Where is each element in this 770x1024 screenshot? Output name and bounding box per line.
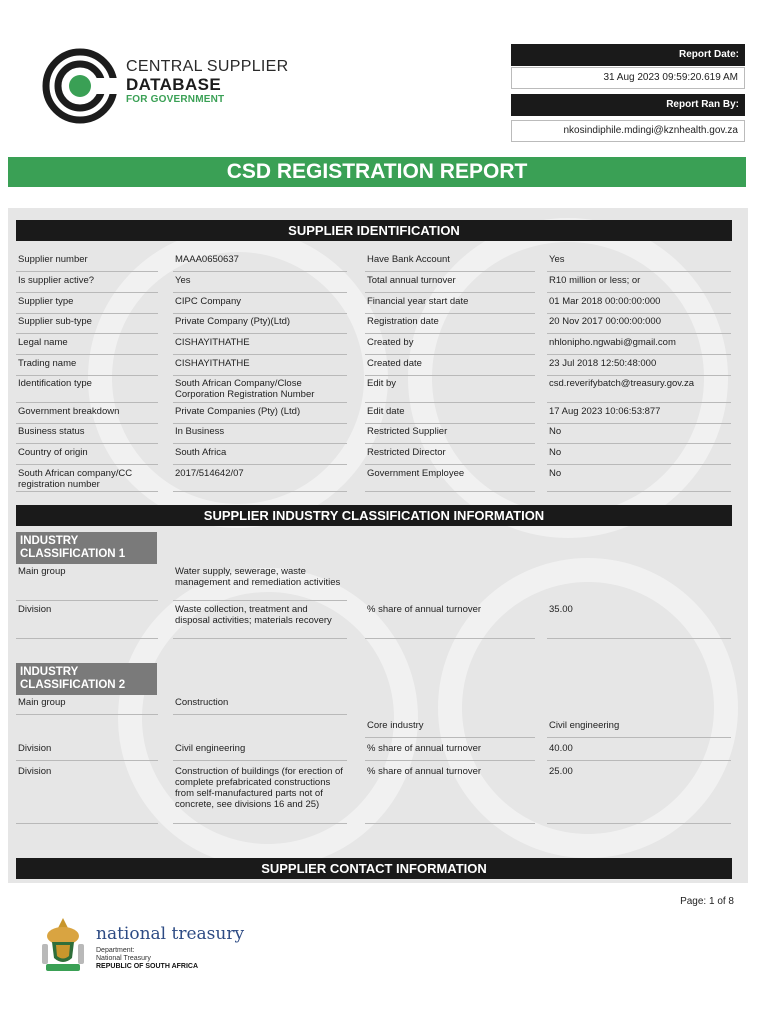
industry-classification-heading: SUPPLIER INDUSTRY CLASSIFICATION INFORMATION xyxy=(16,505,732,526)
ic1-division-label: Division xyxy=(16,602,158,639)
field-label: Supplier number xyxy=(16,252,158,272)
logo-line-1: CENTRAL SUPPLIER xyxy=(126,58,289,75)
national-treasury-logo xyxy=(38,914,278,978)
coat-of-arms-icon xyxy=(38,914,88,976)
ic2-main-group-value: Construction xyxy=(173,695,347,715)
field-value: csd.reverifybatch@treasury.gov.za xyxy=(547,376,731,403)
industry-classification-1-label: INDUSTRY CLASSIFICATION 1 xyxy=(16,532,157,564)
ic2-main-group-label: Main group xyxy=(16,695,158,715)
field-value: Yes xyxy=(547,252,731,272)
field-label: Legal name xyxy=(16,335,158,355)
field-label: Registration date xyxy=(365,314,535,334)
field-label: Country of origin xyxy=(16,445,158,465)
field-value: No xyxy=(547,424,731,444)
field-label: Business status xyxy=(16,424,158,444)
ic2-division-1-value: Civil engineering xyxy=(173,741,347,761)
supplier-identification-heading: SUPPLIER IDENTIFICATION xyxy=(16,220,732,241)
field-value: 01 Mar 2018 00:00:00:000 xyxy=(547,294,731,314)
field-label: Restricted Director xyxy=(365,445,535,465)
field-value: South Africa xyxy=(173,445,347,465)
ic2-share-2-label: % share of annual turnover xyxy=(365,764,535,824)
ic2-core-industry-value: Civil engineering xyxy=(547,718,731,738)
footer-department xyxy=(96,947,151,963)
field-value: MAAA0650637 xyxy=(173,252,347,272)
field-value: Private Company (Pty)(Ltd) xyxy=(173,314,347,334)
field-label: South African company/CC registration number xyxy=(16,466,158,492)
field-label: Restricted Supplier xyxy=(365,424,535,444)
field-value: CIPC Company xyxy=(173,294,347,314)
industry-classification-2-label: INDUSTRY CLASSIFICATION 2 xyxy=(16,663,157,695)
field-label: Supplier sub-type xyxy=(16,314,158,334)
ic2-share-1-value: 40.00 xyxy=(547,741,731,761)
footer-country: REPUBLIC OF SOUTH AFRICA xyxy=(96,963,199,970)
field-label: Total annual turnover xyxy=(365,273,535,293)
field-label: Government Employee xyxy=(365,466,535,492)
report-date-value: 31 Aug 2023 09:59:20.619 AM xyxy=(511,67,745,89)
report-ran-by-value: nkosindiphile.mdingi@kznhealth.gov.za xyxy=(511,120,745,142)
field-value: 2017/514642/07 xyxy=(173,466,347,492)
field-value: 20 Nov 2017 00:00:00:000 xyxy=(547,314,731,334)
footer-dept-line-2: National Treasury xyxy=(96,955,151,962)
field-label: Identification type xyxy=(16,376,158,403)
field-label: Financial year start date xyxy=(365,294,535,314)
page-number: Page: 1 of 8 xyxy=(680,896,734,907)
logo-line-2: DATABASE xyxy=(126,75,222,94)
field-label: Created by xyxy=(365,335,535,355)
ic2-core-industry-label: Core industry xyxy=(365,718,535,738)
field-value: CISHAYITHATHE xyxy=(173,356,347,376)
field-label: Supplier type xyxy=(16,294,158,314)
field-value: CISHAYITHATHE xyxy=(173,335,347,355)
footer-brand: national treasury xyxy=(96,924,245,944)
field-value: R10 million or less; or xyxy=(547,273,731,293)
report-date-label: Report Date: xyxy=(511,44,745,66)
field-label: Is supplier active? xyxy=(16,273,158,293)
field-label: Created date xyxy=(365,356,535,376)
contact-information-heading: SUPPLIER CONTACT INFORMATION xyxy=(16,858,732,879)
csd-logo xyxy=(42,48,302,124)
field-label: Government breakdown xyxy=(16,404,158,424)
ic2-share-2-value: 25.00 xyxy=(547,764,731,824)
ic1-main-group-value: Water supply, sewerage, waste management and remediation activities xyxy=(173,564,347,601)
ic1-division-value: Waste collection, treatment and disposal activities; materials recovery xyxy=(173,602,347,639)
ic1-main-group-label: Main group xyxy=(16,564,158,601)
ic2-division-2-label: Division xyxy=(16,764,158,824)
field-value: In Business xyxy=(173,424,347,444)
field-value: No xyxy=(547,445,731,465)
field-label: Have Bank Account xyxy=(365,252,535,272)
footer-dept-line-1: Department: xyxy=(96,947,135,954)
ic1-share-value: 35.00 xyxy=(547,602,731,639)
field-label: Edit by xyxy=(365,376,535,403)
field-value: nhloniphо.ngwabi@gmail.com xyxy=(547,335,731,355)
report-title: CSD REGISTRATION REPORT xyxy=(8,157,746,187)
field-value: Private Companies (Pty) (Ltd) xyxy=(173,404,347,424)
logo-line-3: FOR GOVERNMENT xyxy=(126,94,225,105)
field-label: Edit date xyxy=(365,404,535,424)
ic1-share-label: % share of annual turnover xyxy=(365,602,535,639)
field-value: South African Company/Close Corporation Registration Number xyxy=(173,376,347,403)
field-label: Trading name xyxy=(16,356,158,376)
report-ran-by-label: Report Ran By: xyxy=(511,94,745,116)
ic2-division-1-label: Division xyxy=(16,741,158,761)
field-value: 23 Jul 2018 12:50:48:000 xyxy=(547,356,731,376)
ic2-division-2-value: Construction of buildings (for erection of complete prefabricated constructions from self-manufactured parts not of concrete, see divisions 16 and 25) xyxy=(173,764,347,824)
ic2-share-1-label: % share of annual turnover xyxy=(365,741,535,761)
field-value: No xyxy=(547,466,731,492)
field-value: 17 Aug 2023 10:06:53:877 xyxy=(547,404,731,424)
csd-logo-icon xyxy=(42,48,118,124)
field-value: Yes xyxy=(173,273,347,293)
